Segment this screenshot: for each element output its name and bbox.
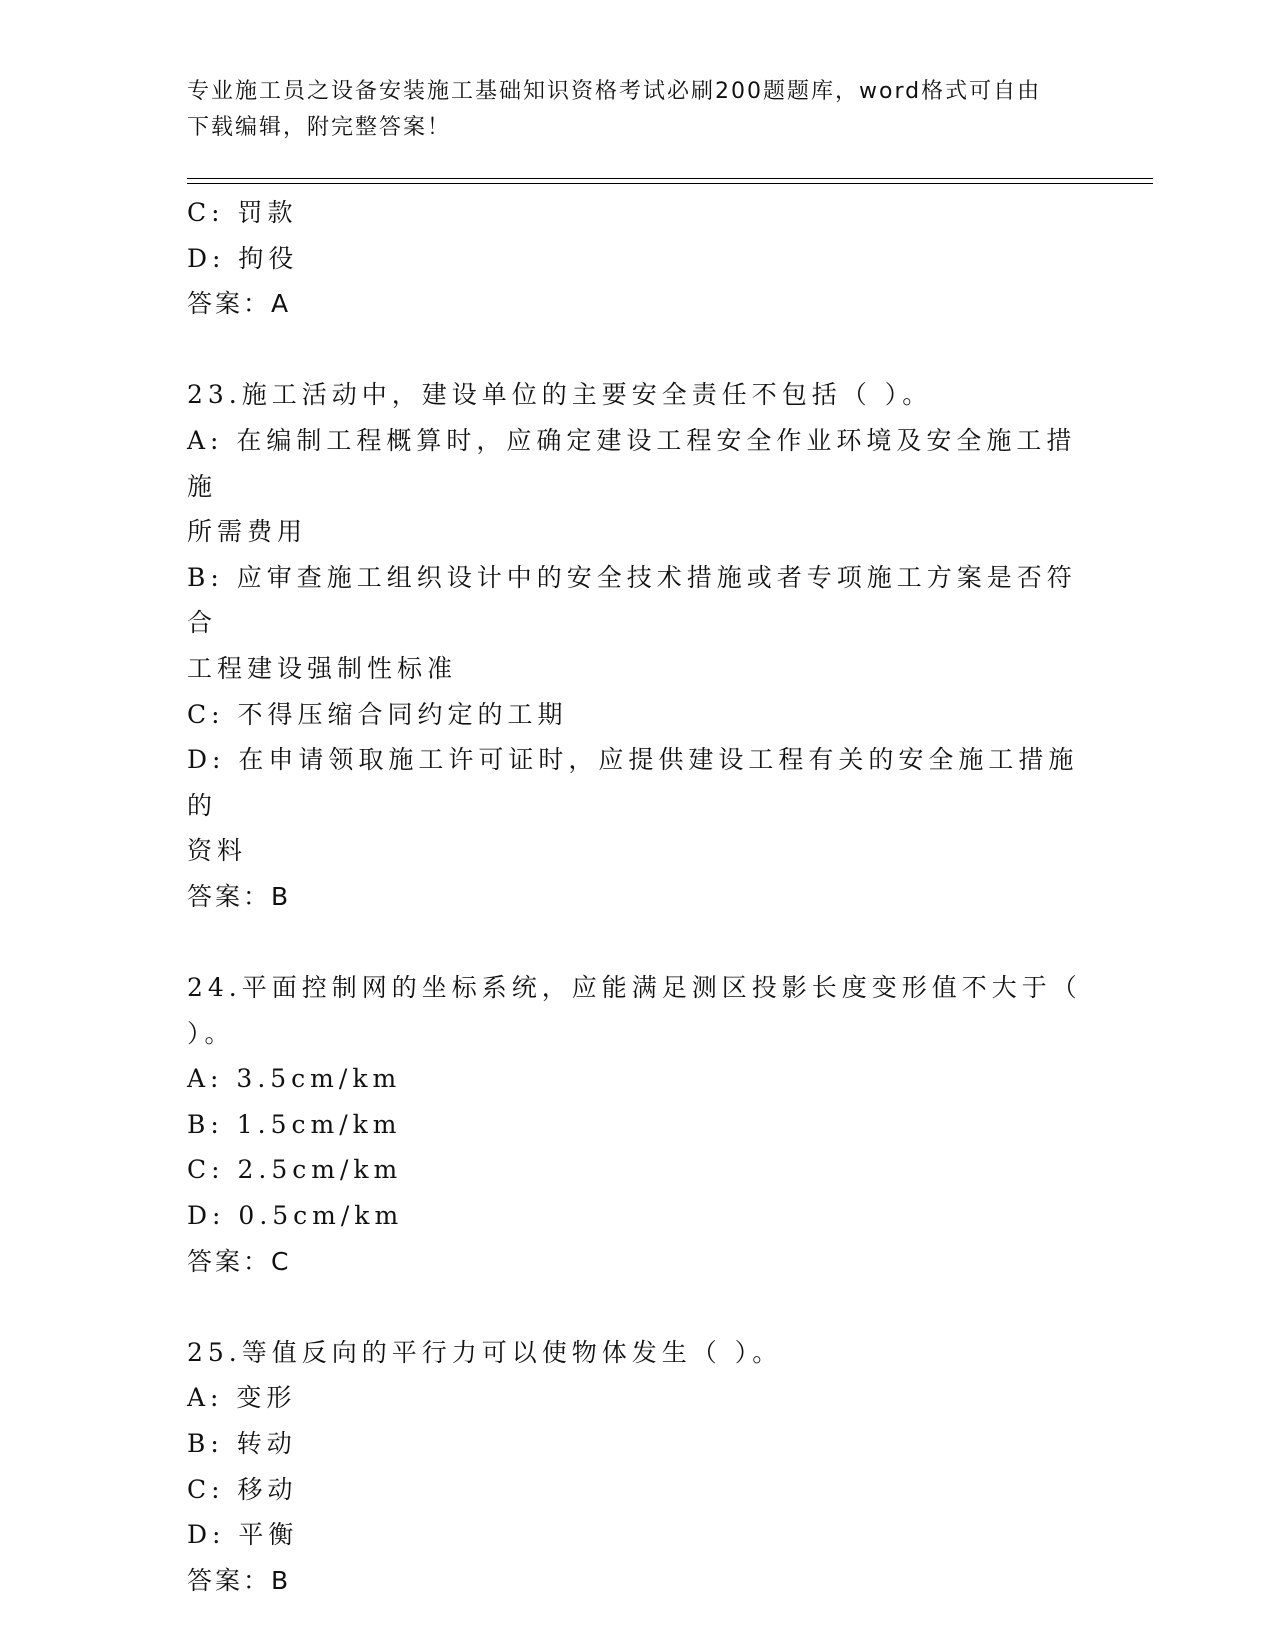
header-divider-bottom	[187, 183, 1153, 184]
header-divider-top	[187, 178, 1153, 179]
header-line-2: 下载编辑，附完整答案！	[187, 115, 452, 140]
answer-line: 答案：C	[187, 1246, 292, 1276]
option-b-continued: 工程建设强制性标准	[187, 653, 458, 683]
answer-line: 答案：B	[187, 1565, 292, 1595]
option-c: C: 2.5cm/km	[187, 1155, 403, 1185]
header-line-1: 专业施工员之设备安装施工基础知识资格考试必刷200题题库，word格式可自由	[187, 79, 1042, 104]
option-d: D: 拘役	[187, 243, 299, 273]
option-d-continued: 资料	[187, 836, 248, 866]
option-a: A: 3.5cm/km	[187, 1064, 402, 1094]
answer-line: 答案：B	[187, 881, 292, 911]
option-c: C: 移动	[187, 1474, 298, 1504]
option-b: B: 转动	[187, 1429, 297, 1459]
option-d: D: 在申请领取施工许可证时，应提供建设工程有关的安全施工措施的	[187, 745, 1079, 820]
option-d: D: 平衡	[187, 1520, 299, 1550]
question-stem: 23.施工活动中，建设单位的主要安全责任不包括（ ）。	[187, 380, 933, 410]
question-stem: 25.等值反向的平行力可以使物体发生（ ）。	[187, 1337, 783, 1367]
question-content	[187, 190, 1087, 1603]
question-24	[187, 965, 1087, 1284]
question-22-tail	[187, 190, 1087, 327]
option-a-continued: 所需费用	[187, 517, 308, 547]
option-b: B: 1.5cm/km	[187, 1109, 402, 1139]
option-c: C: 罚款	[187, 198, 298, 227]
question-23	[187, 372, 1087, 919]
option-b: B: 应审查施工组织设计中的安全技术措施或者专项施工方案是否符合	[187, 562, 1077, 638]
answer-line: 答案：A	[187, 289, 292, 319]
question-stem: 24.平面控制网的坐标系统，应能满足测区投影长度变形值不大于（	[187, 973, 1082, 1003]
option-d: D: 0.5cm/km	[187, 1201, 404, 1231]
spacer	[187, 327, 1087, 373]
option-a: A: 在编制工程概算时，应确定建设工程安全作业环境及安全施工措施	[187, 425, 1077, 501]
option-c: C: 不得压缩合同约定的工期	[187, 699, 568, 729]
spacer	[187, 920, 1087, 966]
question-stem-continued: ）。	[187, 1018, 235, 1048]
question-25	[187, 1330, 1087, 1604]
document-header	[187, 74, 1087, 146]
option-a: A: 变形	[187, 1383, 297, 1413]
spacer	[187, 1284, 1087, 1330]
